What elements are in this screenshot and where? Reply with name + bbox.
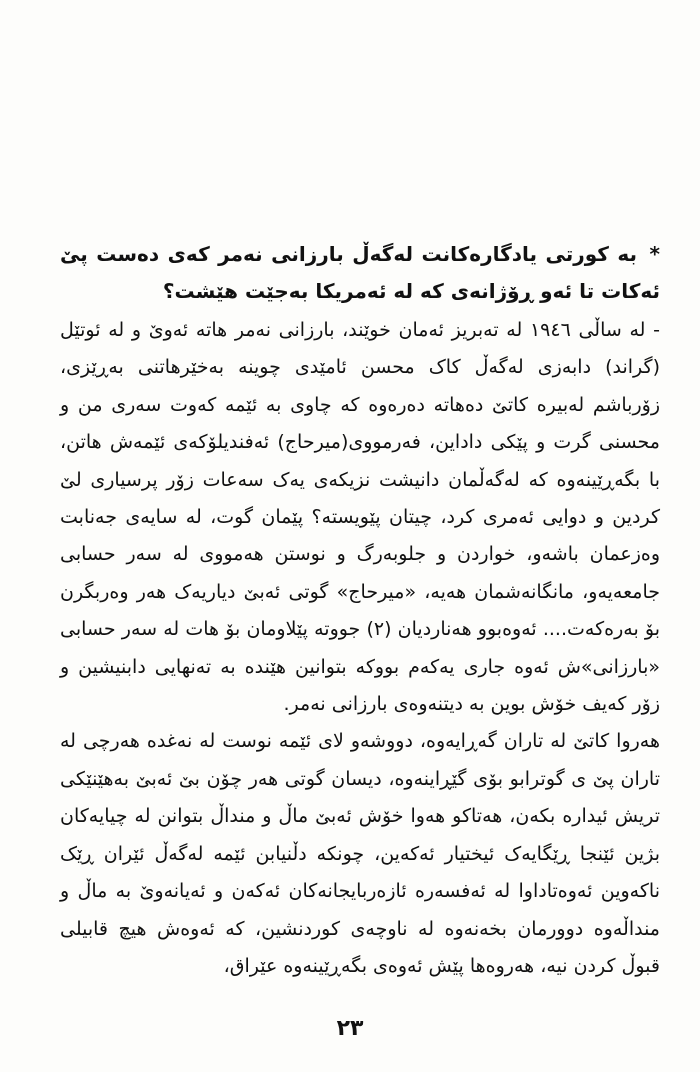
interview-question bbox=[60, 236, 660, 310]
question-marker: * bbox=[649, 242, 660, 266]
answer-paragraph-1: - لە ساڵی ١٩٤٦ لە تەبریز ئەمان خوێند، بارزانی نەمر هاتە ئەوێ و لە ئوتێل (گراند) دابەزی لەگەڵ کاک محسن ئامێدی چوینە بەخێرهاتنی بەڕێزی، زۆرباشم لەبیرە کاتێ دەهاتە دەرەوە کە چاوی بە ئێمە کەوت سەری من و محسنی گرت و پێکی داداین، فەرمووی(میرحاج) ئەفندیلۆکەی ئێمەش هاتن، با بگەڕێینەوە کە لەگەڵمان دانیشت نزیکەی یەک سەعات زۆر پرسیاری لێ کردین و دوایی ئەمری کرد، چیتان پێویستە؟ پێمان گوت، لە سایەی جەنابت وەزعمان باشەو، خواردن و جلوبەرگ و نوستن هەمووی لە سەر حسابی جامعەیەو، مانگانەشمان هەیە، «میرحاج» گوتی ئەبێ دیاریەک هەر وەربگرن بۆ بەرەکەت.... ئەوەبوو هەناردیان (٢) جووتە پێلاومان بۆ هات لە سەر حسابی «بارزانی»ش ئەوە جاری یەکەم بووکە بتوانین هێندە بە تەنهایی دابنیشین و زۆر کەیف خۆش بوین بە دیتنەوەی بارزانی نەمر. bbox=[60, 319, 660, 716]
page-number: ٢٣ bbox=[336, 1016, 364, 1041]
answer-paragraph-2: هەروا کاتێ لە تاران گەڕایەوە، دووشەو لای ئێمە نوست لە نەغدە هەرچی لە تاران پێ ی گوترابو بۆی گێڕاینەوە، دیسان گوتی هەر چۆن بێ ئەبێ بەهێنێکی تریش ئیدارە بکەن، هەتاکو هەوا خۆش ئەبێ ماڵ و منداڵ بتوانن لە چیایەکان بژین ئێنجا ڕێگایەک ئیختیار ئەکەین، چونکە دڵنیابن ئێمە لەگەڵ ئێران ڕێک ناکەوین ئەوەتاداوا لە ئەفسەرە ئازەربایجانەکان ئەکەن و ئەیانەوێ بە ماڵ و منداڵەوە دوورمان بخەنەوە لە ناوچەی کوردنشین، کە ئەوەش هیچ قابیلی قبوڵ کردن نیە، هەروەها پێش ئەوەی بگەڕێینەوە عێراق، bbox=[60, 730, 660, 977]
question-text: به کورتی یادگارەکانت لەگەڵ بارزانی نەمر کەی دەست پێ ئەکات تا ئەو ڕۆژانەی کە لە ئەمریکا بەجێت هێشت؟ bbox=[60, 242, 660, 303]
answer-body bbox=[60, 312, 660, 985]
